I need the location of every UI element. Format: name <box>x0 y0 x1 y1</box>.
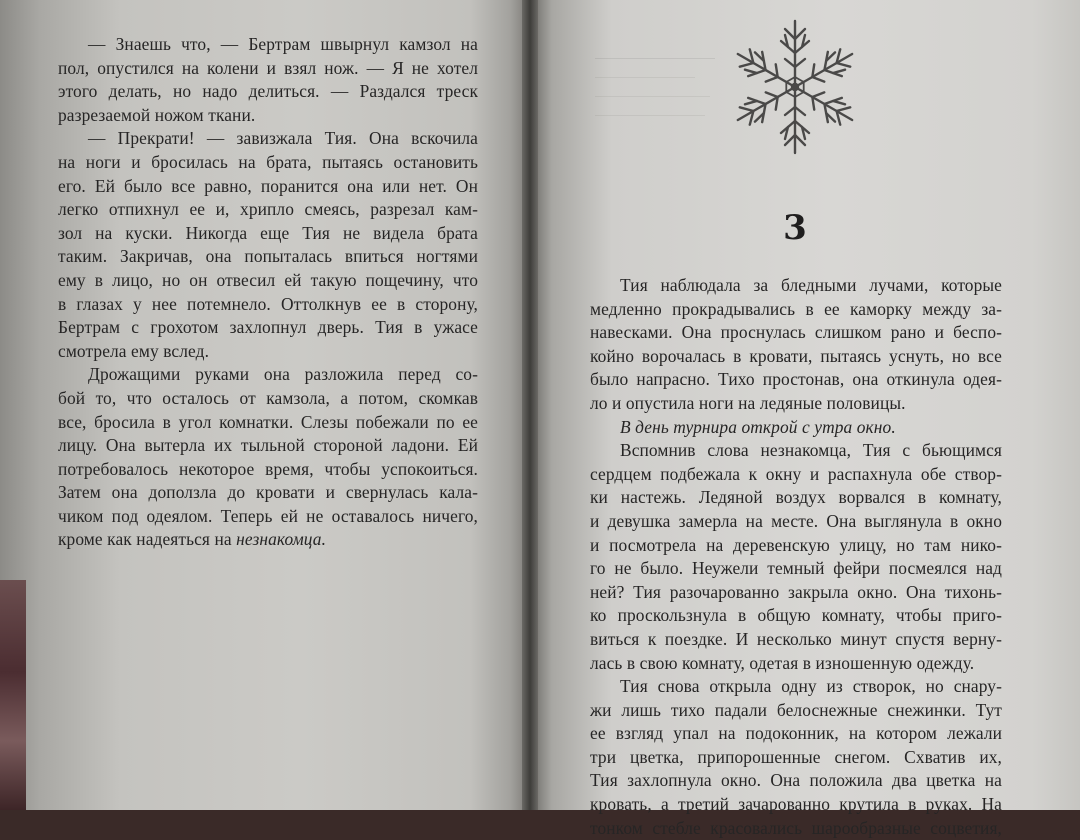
right-page-text <box>590 274 1002 840</box>
text-line: навесками. Она проснулась слишком рано и беспо- <box>590 322 1002 343</box>
text-line: три цветка, припорошенные снегом. Схватив их, <box>590 746 1002 767</box>
text-line: ее взгляд упал на подоконник, на котором лежали <box>590 723 1002 744</box>
text-line: таким. Закричав, она попыталась впиться ногтями <box>58 246 478 267</box>
text-line: зол на куски. Никогда еще Тия не видела брата <box>58 222 478 243</box>
text-line: бой то, что осталось от камзола, а потом, скомкав <box>58 387 478 408</box>
paragraph <box>590 439 1002 675</box>
text-line <box>58 528 478 552</box>
text-line: Тия захлопнула окно. Она положила два цветка на <box>590 770 1002 791</box>
text-line: ло и опустила ноги на ледяные половицы. <box>590 392 906 413</box>
paragraph <box>590 274 1002 416</box>
text-line: чиком под одеялом. Теперь ей не оставалось ничего, <box>58 505 478 526</box>
text-line: на ноги и бросилась на брата, пытаясь остановить <box>58 151 478 172</box>
text-line: этого делать, но надо делиться. — Раздался треск <box>58 81 478 102</box>
paragraph <box>590 416 1002 440</box>
text-line: и посмотрела на деревенскую улицу, но там нико- <box>590 534 1002 555</box>
text-line: все, бросила в угол комнатки. Слезы побежали по ее <box>58 411 478 432</box>
text-line: потребовалось некоторое время, чтобы успокоиться. <box>58 458 478 479</box>
text-line: Бертрам с грохотом захлопнул дверь. Тия в ужасе <box>58 317 478 338</box>
text-line: лицу. Она вытерла их тыльной стороной ладони. Ей <box>58 435 478 456</box>
book-gutter <box>522 0 538 810</box>
paragraph <box>58 33 478 127</box>
text-line: в глазах у нее потемнело. Оттолкнув ее в сторону, <box>58 293 478 314</box>
italic-word: незнакомца. <box>236 529 327 550</box>
text-line: смотрела ему вслед. <box>58 340 210 361</box>
snowflake-icon <box>720 12 870 162</box>
text-line: — Знаешь что, — Бертрам швырнул камзол на <box>88 34 478 54</box>
chapter-number: 3 <box>783 208 807 248</box>
text-line: ней? Тия разочарованно закрыла окно. Она тихонь- <box>590 581 1002 602</box>
italic-line: В день турнира открой с утра окно. <box>620 416 896 437</box>
text-line: разрезаемой ножом ткани. <box>58 104 256 125</box>
text-line: Дрожащими руками она разложила перед со- <box>88 364 478 385</box>
text-line: медленно прокрадывались в ее каморку между за- <box>590 298 1002 319</box>
text-line <box>590 416 1002 440</box>
text-line: и девушка замерла на месте. Она выглянула в окно <box>590 510 1002 531</box>
text-line: ко проскользнула в общую комнату, чтобы приго- <box>590 605 1002 626</box>
text-line: пол, опустился на колени и взял нож. — Я не хотел <box>58 57 478 78</box>
text-line: Тия снова открыла одну из створок, но снару- <box>620 676 1002 697</box>
text-line: Затем она доползла до кровати и свернулась кала- <box>58 482 478 503</box>
text-line: лась в свою комнату, одетая в изношенную одежду. <box>590 652 975 673</box>
text-line: Тия наблюдала за бледными лучами, которые <box>620 275 1002 295</box>
text-segment: кроме как надеяться на <box>58 529 232 550</box>
paragraph <box>590 675 1002 840</box>
text-line: виться к поездке. И несколько минут спустя верну- <box>590 628 1002 649</box>
text-line: — Прекрати! — завизжала Тия. Она вскочила <box>88 128 478 149</box>
text-line: Вспомнив слова незнакомца, Тия с бьющимся <box>620 440 1002 461</box>
cover-edge <box>0 580 26 810</box>
text-line: го не было. Неужели темный фейри посмеялся над <box>590 558 1002 579</box>
text-line: тонком стебле красовались шарообразные соцветия, <box>590 817 1002 838</box>
text-line: легко отпихнул ее и, хрипло смеясь, разрезал кам- <box>58 199 478 220</box>
text-line: его. Ей было все равно, поранится она или нет. Он <box>58 175 478 196</box>
text-line: было напрасно. Тихо простонав, она откинула одея- <box>590 369 1002 390</box>
text-line: жи лишь тихо падали белоснежные снежинки. Тут <box>590 699 1002 720</box>
text-line: кровать, а третий зачарованно крутила в руках. На <box>590 794 1002 815</box>
left-page-text <box>58 33 478 552</box>
text-line: койно ворочалась в кровати, пытаясь уснуть, но все <box>590 345 1002 366</box>
paragraph <box>58 127 478 363</box>
text-line: ему в лицо, но он отвесил ей такую пощечину, что <box>58 269 478 290</box>
text-line: сердцем подбежала к окну и распахнула обе створ- <box>590 463 1002 484</box>
paragraph <box>58 363 478 552</box>
text-line: ки настежь. Ледяной воздух ворвался в комнату, <box>590 487 1002 508</box>
